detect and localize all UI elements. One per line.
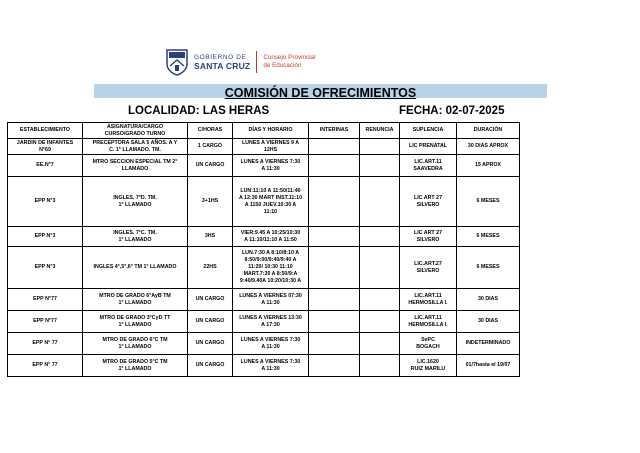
table-row [8,355,520,377]
cell-horas: UN CARGO [188,311,233,333]
cell-duracion: INDETERMINADO [457,333,520,355]
cell-dias: LUNES A VIERNES 7:30 A 11:30 [233,155,309,177]
cell-horas: 3HS [188,227,233,247]
cell-dias: LUN:11:10 A 11:50/11:40 A 12:30 MART INST.11:10 A 1150 JUEV.10:30 A 11:10 [233,177,309,227]
cell-suplencia: LIC PRENATAL [400,139,457,155]
cell-establecimiento: JARDIN DE INFANTES N°69 [8,139,83,155]
table-row [8,247,520,289]
cell-interinas [309,247,360,289]
cell-renuncia [360,355,400,377]
cell-interinas [309,177,360,227]
cell-renuncia [360,155,400,177]
consejo-line2: de Educación [263,62,302,69]
cell-horas: UN CARGO [188,355,233,377]
cell-suplencia: LIC.ART.11 HERMOSILLA I. [400,289,457,311]
cell-horas: UN CARGO [188,333,233,355]
cell-asignatura: INGLES. 7°C. TM. 1° LLAMADO [83,227,188,247]
table-row [8,177,520,227]
table-row [8,139,520,155]
cell-suplencia: SePC BOGACH [400,333,457,355]
cell-suplencia: LIC.ART.11 HERMOSILLA I. [400,311,457,333]
cell-duracion: 15 APROX [457,155,520,177]
header-horas: C/HORAS [188,123,233,139]
cell-duracion: 6 MESES [457,227,520,247]
header-interinas: INTERINAS [309,123,360,139]
cell-horas: 1 CARGO [188,139,233,155]
offers-table [7,122,520,377]
cell-renuncia [360,139,400,155]
cell-horas: 22HS [188,247,233,289]
cell-dias: LUN.7:30 A 8:10/8:10 A 8:50/9:00/9:40/9:40 A 11:20/ 10:30 11:10 MART.7:30 A 8:50/9:A 9:40/9.40A 10:20/10:30 A [233,247,309,289]
cell-renuncia [360,289,400,311]
cell-establecimiento: EPP N°3 [8,227,83,247]
table-row [8,333,520,355]
cell-duracion: 6 MESES [457,247,520,289]
localidad-label: LOCALIDAD: LAS HERAS [128,105,270,117]
cell-establecimiento: EPP N°77 [8,289,83,311]
cell-dias: LUNES A VIERNES 7:30 A 11:30 [233,355,309,377]
cell-interinas [309,155,360,177]
cell-suplencia: LIC ART 27 SILVERO [400,227,457,247]
cell-duracion: 01/7hasta el 19/07 [457,355,520,377]
table-header-row [8,123,520,139]
santa-cruz-shield-icon [166,48,188,76]
header-logo [166,45,376,79]
table-row [8,155,520,177]
cell-renuncia [360,247,400,289]
cell-suplencia: LIC ART 27 SILVERO [400,177,457,227]
cell-suplencia: LIC.ART.11 SAAVEDRA [400,155,457,177]
cell-dias: LUNES A VIERNES 7:30 A 11:30 [233,333,309,355]
cell-asignatura: MTRO DE GRADO 6°C TM 1° LLAMADO [83,333,188,355]
logo-divider [256,51,257,73]
cell-establecimiento: EE.N°7 [8,155,83,177]
cell-establecimiento: EPP N°3 [8,177,83,227]
cell-renuncia [360,177,400,227]
cell-duracion: 30 DIAS APROX [457,139,520,155]
cell-duracion: 6 MESES [457,177,520,227]
cell-asignatura: MTRO DE GRADO 6°AyB TM 1° LLAMADO [83,289,188,311]
cell-horas: 3+1HS [188,177,233,227]
cell-interinas [309,355,360,377]
cell-horas: UN CARGO [188,289,233,311]
cell-dias: LUNES A VIERNES 9 A 12HS [233,139,309,155]
cell-renuncia [360,311,400,333]
cell-dias: VIER:9.45 A 10:25/10:30 A 11:10/11:10 A 11:50 [233,227,309,247]
cell-asignatura: INGLES. 7°D. TM. 1° LLAMADO [83,177,188,227]
cell-interinas [309,333,360,355]
cell-interinas [309,227,360,247]
cell-asignatura: PRECEPTORA SALA 5 AÑOS. A Y C. 1° LLAMADO. TM. [83,139,188,155]
cell-dias: LUNES A VIERNES 07:30 A 11:30 [233,289,309,311]
cell-asignatura: MTRO DE GRADO 5°C TM 1° LLAMADO [83,355,188,377]
cell-duracion: 30 DIAS [457,289,520,311]
santa-cruz-label: SANTA CRUZ [194,61,251,71]
fecha-label: FECHA: 02-07-2025 [399,105,505,117]
cell-renuncia [360,227,400,247]
cell-horas: UN CARGO [188,155,233,177]
cell-asignatura: MTRO DE GRADO 3°CyD TT 1° LLAMADO [83,311,188,333]
cell-establecimiento: EPP N°77 [8,311,83,333]
consejo-line1: Consejo Provincial [263,54,316,61]
table-row [8,227,520,247]
header-renuncia: RENUNCIA [360,123,400,139]
cell-asignatura: INGLES 4°,5°,6° TM 1° LLAMADO [83,247,188,289]
cell-establecimiento: EPP N° 77 [8,355,83,377]
header-dias: DÍAS Y HORARIO [233,123,309,139]
cell-dias: LUNES A VIERNES 13:30 A 17:30 [233,311,309,333]
table-row [8,311,520,333]
cell-interinas [309,311,360,333]
cell-interinas [309,289,360,311]
header-asignatura: ASIGNATURA/CARGO CURSO/GRADO TURNO [83,123,188,139]
table-row [8,289,520,311]
cell-suplencia: LIC.ART.27 SILVERO [400,247,457,289]
cell-asignatura: MTRO SECCION ESPECIAL TM 2° LLAMADO [83,155,188,177]
cell-establecimiento: EPP N°3 [8,247,83,289]
header-suplencia: SUPLENCIA [400,123,457,139]
header-duracion: DURACIÓN [457,123,520,139]
title-banner [94,84,547,98]
cell-establecimiento: EPP N° 77 [8,333,83,355]
cell-duracion: 30 DIAS [457,311,520,333]
cell-renuncia [360,333,400,355]
cell-suplencia: LIC.1620 RUIZ MARILU [400,355,457,377]
cell-interinas [309,139,360,155]
page-title: COMISIÓN DE OFRECIMIENTOS [224,86,417,100]
gobierno-label: GOBIERNO DE [194,54,247,61]
header-establecimiento: ESTABLECIMIENTO [8,123,83,139]
